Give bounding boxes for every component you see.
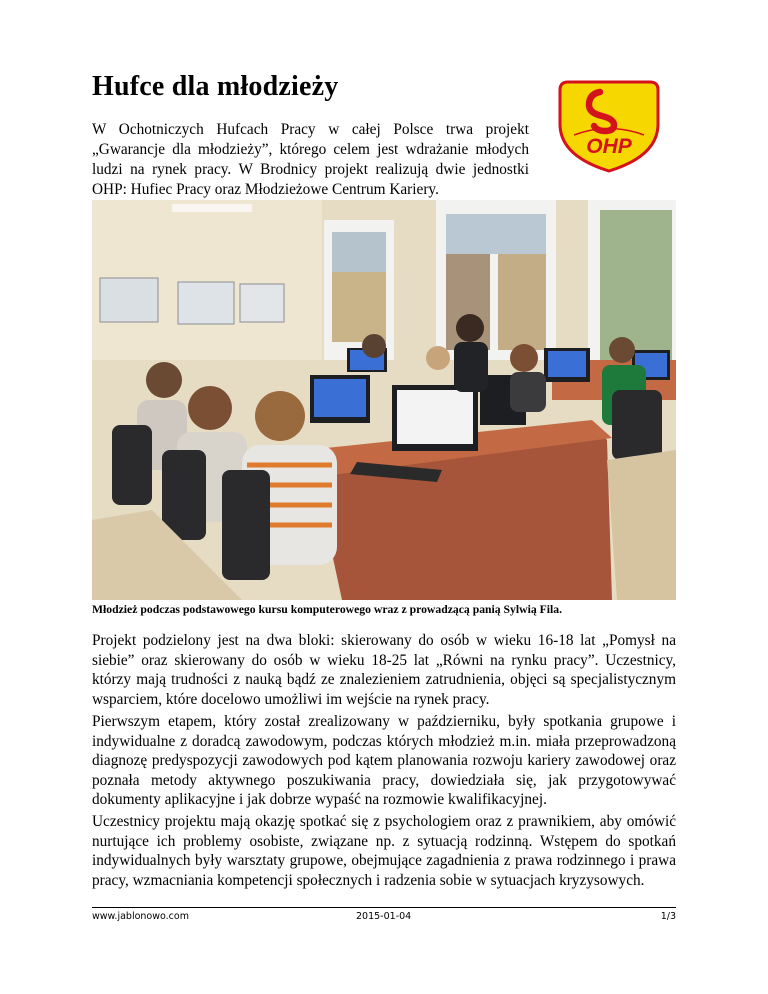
footer-divider <box>92 907 676 908</box>
footer-site: www.jablonowo.com <box>92 911 189 922</box>
body-paragraph: Uczestnicy projektu mają okazję spotkać się z psychologiem oraz z prawnikiem, aby omówić nurtujące ich problemy osobiste, związane np. z sytuacją rodzinną. Wstępem do spotkań indywidualnych były warsztaty grupowe, obejmujące zagadnienia z prawa rodzinnego i prawa pracy, wzmacniania kompetencji społecznych i radzenia sobie w sytuacjach kryzysowych. <box>92 813 676 889</box>
classroom-photo <box>92 200 676 600</box>
body-paragraph: Projekt podzielony jest na dwa bloki: skierowany do osób w wieku 16-18 lat „Pomysł na siebie” oraz skierowany do osób w wieku 18-25 lat „Równi na rynku pracy”. Uczestnicy, którzy mają trudności z nauką bądź ze znalezieniem zatrudnienia, objęci są specjalistycznym wsparciem, które docelowo umożliwi im wejście na rynek pracy. <box>92 632 676 708</box>
page-title: Hufce dla młodzieży <box>92 71 339 102</box>
photo-caption: Młodzież podczas podstawowego kursu komputerowego wraz z prowadzącą panią Sylwią Fila. <box>92 603 562 616</box>
body-paragraph: Pierwszym etapem, który został zrealizowany w październiku, były spotkania grupowe i indywidualne z doradcą zawodowym, podczas których młodzież m.in. miała przeprowadzoną diagnozę predyspozycji zawodowych pod kątem planowania rozwoju kariery zawodowej oraz poznała metody aktywnego poszukiwania pracy, dowiedziała się, jak przygotowywać dokumenty aplikacyjne i jak dobrze wypaść na rozmowie kwalifikacyjnej. <box>92 713 676 809</box>
footer-page-number: 1/3 <box>660 911 676 922</box>
footer-date: 2015-01-04 <box>356 911 412 922</box>
svg-text:OHP: OHP <box>586 135 632 158</box>
ohp-logo <box>556 78 662 174</box>
intro-paragraph: W Ochotniczych Hufcach Pracy w całej Polsce trwa projekt „Gwarancje dla młodzieży”, którego celem jest wdrażanie młodych ludzi na rynek pracy. W Brodnicy projekt realizują dwie jednostki OHP: Hufiec Pracy oraz Młodzieżowe Centrum Kariery. <box>92 121 529 198</box>
